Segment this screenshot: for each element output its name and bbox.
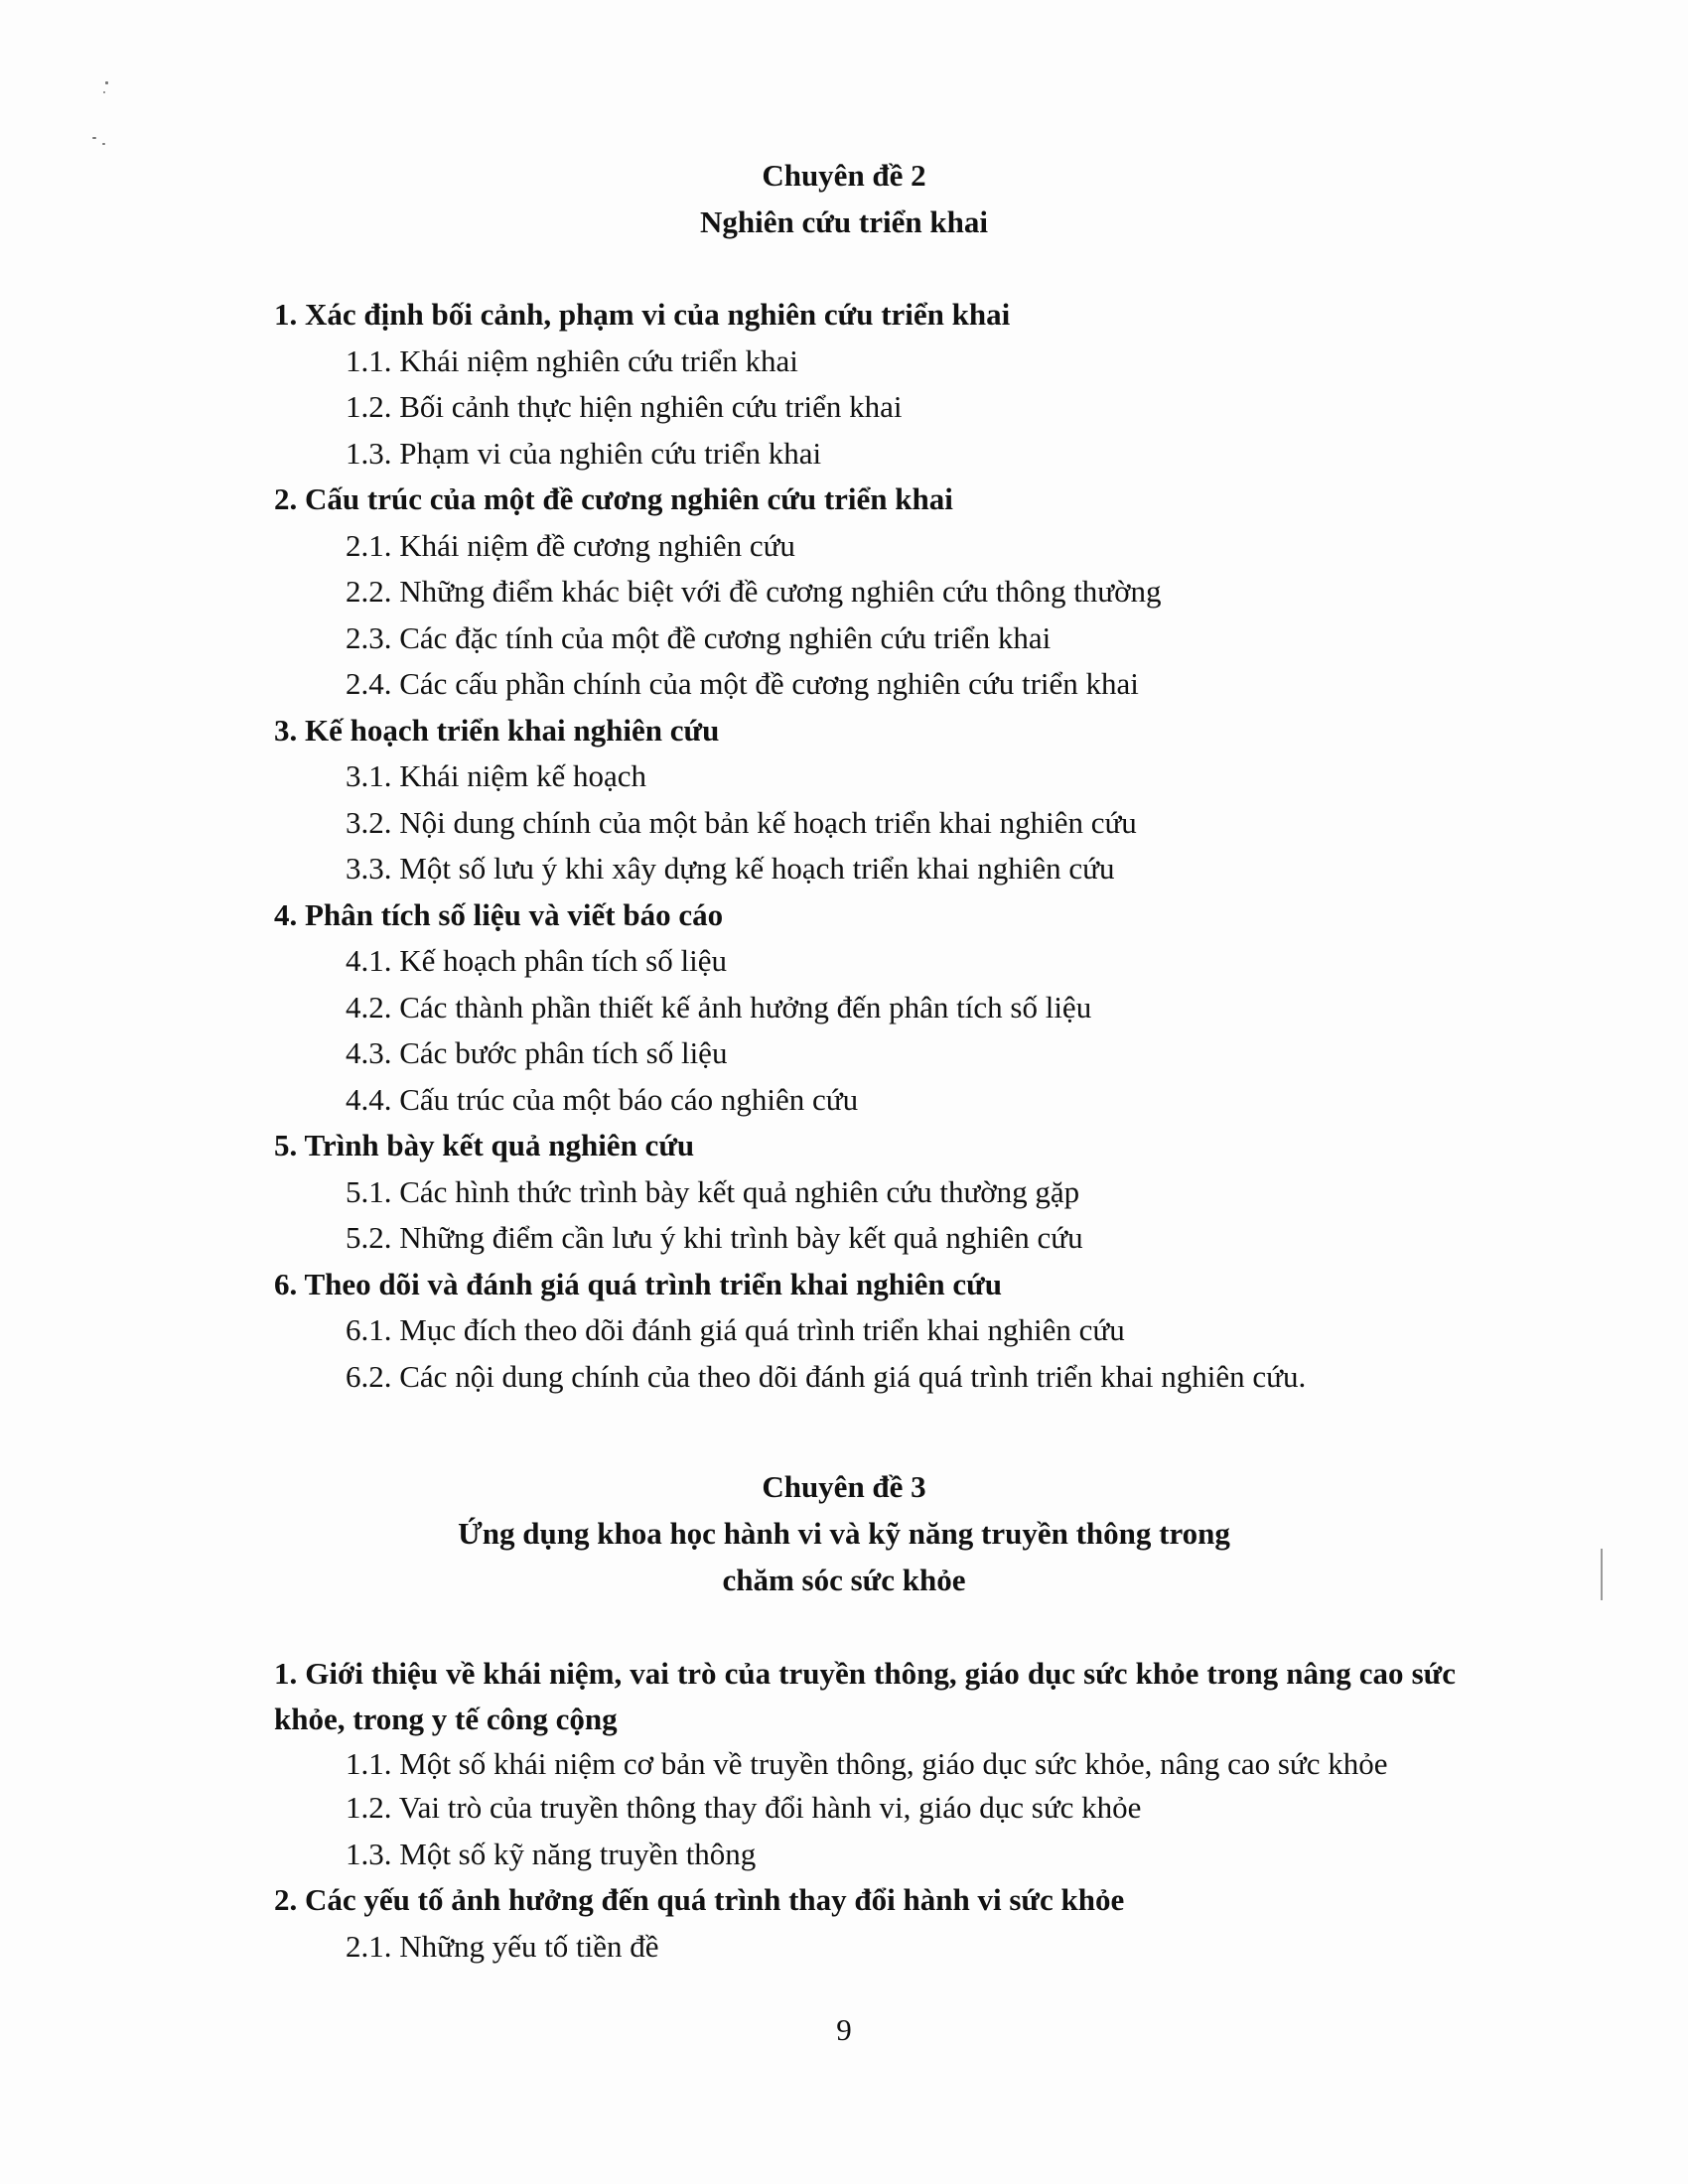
subsection-item: 1.3. Một số kỹ năng truyền thông — [346, 1836, 757, 1871]
subsection-item: 4.4. Cấu trúc của một báo cáo nghiên cứu — [346, 1081, 859, 1117]
topic3-subtitle-line2: chăm sóc sức khỏe — [722, 1563, 966, 1597]
subsection-item: 6.1. Mục đích theo dõi đánh giá quá trình triển khai nghiên cứu — [346, 1312, 1125, 1347]
subsection-item: 6.2. Các nội dung chính của theo dõi đánh giá quá trình triển khai nghiên cứu. — [346, 1358, 1307, 1394]
scan-speck — [102, 143, 105, 145]
scan-speck — [105, 81, 108, 84]
section-heading: 2. Cấu trúc của một đề cương nghiên cứu triển khai — [274, 481, 953, 516]
topic2-outline — [274, 292, 1456, 1400]
subsection-item: 5.1. Các hình thức trình bày kết quả nghiên cứu thường gặp — [346, 1173, 1080, 1209]
subsection-item: 2.1. Những yếu tố tiền đề — [346, 1928, 659, 1964]
subsection-item: 3.1. Khái niệm kế hoạch — [346, 758, 647, 793]
subsection-item: 1.1. Khái niệm nghiên cứu triển khai — [346, 342, 798, 378]
subsection-item: 4.1. Kế hoạch phân tích số liệu — [346, 943, 727, 978]
subsection-item: 3.3. Một số lưu ý khi xây dựng kế hoạch triển khai nghiên cứu — [346, 851, 1115, 886]
page-number: 9 — [836, 2012, 852, 2047]
subsection-item: 2.2. Những điểm khác biệt với đề cương nghiên cứu thông thường — [346, 574, 1162, 609]
topic3-outline — [274, 1651, 1456, 1970]
section-heading: 2. Các yếu tố ảnh hưởng đến quá trình thay đổi hành vi sức khỏe — [274, 1882, 1125, 1917]
subsection-item: 2.3. Các đặc tính của một đề cương nghiên cứu triển khai — [346, 619, 1052, 655]
topic2-heading: Chuyên đề 2 — [762, 158, 926, 193]
subsection-item: 1.1. Một số khái niệm cơ bản về truyền thông, giáo dục sức khỏe, nâng cao sức khỏe — [346, 1746, 1388, 1781]
subsection-item: 5.2. Những điểm cần lưu ý khi trình bày kết quả nghiên cứu — [346, 1220, 1083, 1255]
section-heading: 1. Xác định bối cảnh, phạm vi của nghiên cứu triển khai — [274, 297, 1011, 332]
subsection-item: 1.3. Phạm vi của nghiên cứu triển khai — [346, 435, 822, 471]
section-heading: 4. Phân tích số liệu và viết báo cáo — [274, 896, 724, 932]
section-heading: 6. Theo dõi và đánh giá quá trình triển khai nghiên cứu — [274, 1266, 1002, 1301]
topic3-subtitle-line1: Ứng dụng khoa học hành vi và kỹ năng truyền thông trong — [458, 1516, 1230, 1551]
section-heading: 1. Giới thiệu về khái niệm, vai trò của truyền thông, giáo dục sức khỏe trong nâng cao sức khỏe, trong y tế công cộng — [274, 1656, 1456, 1736]
subsection-item: 3.2. Nội dung chính của một bản kế hoạch triển khai nghiên cứu — [346, 804, 1137, 840]
section-heading: 5. Trình bày kết quả nghiên cứu — [274, 1128, 695, 1162]
subsection-item: 2.1. Khái niệm đề cương nghiên cứu — [346, 527, 795, 563]
subsection-item: 4.2. Các thành phần thiết kế ảnh hưởng đến phân tích số liệu — [346, 989, 1092, 1024]
subsection-item: 1.2. Bối cảnh thực hiện nghiên cứu triển khai — [346, 389, 903, 424]
scan-speck — [92, 137, 96, 139]
scan-speck — [103, 91, 105, 93]
topic2-subtitle: Nghiên cứu triển khai — [700, 205, 988, 239]
subsection-item: 2.4. Các cấu phần chính của một đề cương nghiên cứu triển khai — [346, 666, 1139, 701]
topic3-heading: Chuyên đề 3 — [762, 1469, 926, 1504]
section-heading: 3. Kế hoạch triển khai nghiên cứu — [274, 712, 720, 748]
subsection-item: 4.3. Các bước phân tích số liệu — [346, 1035, 728, 1070]
subsection-item: 1.2. Vai trò của truyền thông thay đổi hành vi, giáo dục sức khỏe — [346, 1790, 1142, 1825]
